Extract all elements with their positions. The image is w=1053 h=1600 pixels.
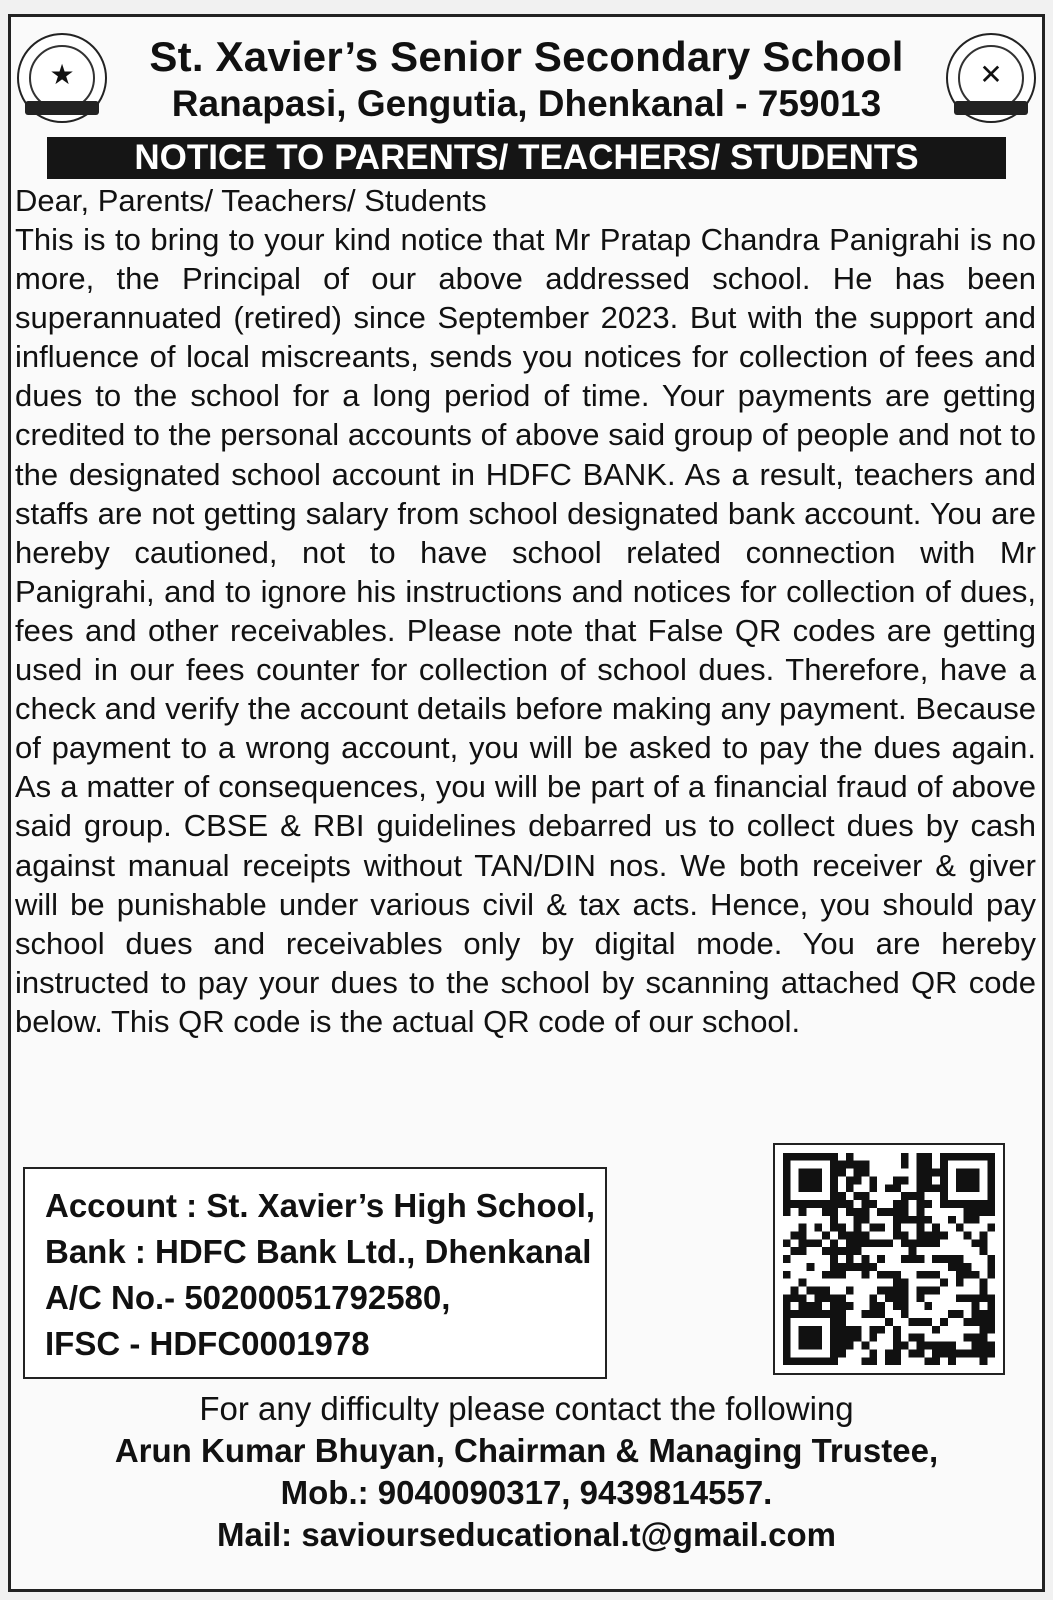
notice-frame bbox=[8, 14, 1045, 1592]
salutation: Dear, Parents/ Teachers/ Students bbox=[15, 183, 487, 218]
school-name: St. Xavier’s Senior Secondary School bbox=[149, 33, 904, 80]
account-name: Account : St. Xavier’s High School, bbox=[45, 1187, 596, 1224]
account-details-box bbox=[23, 1167, 607, 1379]
contact-email: Mail: saviourseducational.t@gmail.com bbox=[217, 1516, 836, 1553]
contact-name: Arun Kumar Bhuyan, Chairman & Managing Trustee, bbox=[114, 1432, 939, 1469]
notice-body: This is to bring to your kind notice that Mr Pratap Chandra Panigrahi is no more, the Principal of our above addressed school. He has been superannuated (retired) since September 2023. But with the support and influence of local miscreants, sends you notices for collection of fees and dues to the school for a long period of time. Your payments are getting credited to the personal accounts of above said group of people and not to the designated school account in HDFC BANK. As a result, teachers and staffs are not getting salary from school designated bank account. You are hereby cautioned, not to have school related connection with Mr Panigrahi, and to ignore his instructions and notices for collection of dues, fees and other receivables. Please note that False QR codes are getting used in our fees counter for collection of school dues. Therefore, have a check and verify the account details before making any payment. Because of payment to a wrong account, you will be asked to pay the dues again. As a matter of consequences, you will be part of a financial fraud of above said group. CBSE & RBI guidelines debarred us to collect dues by cash against manual receipts without TAN/DIN nos. We both receiver & giver will be punishable under various civil & tax acts. Hence, you should pay school dues and receivables only by digital mode. You are hereby instructed to pay your dues to the school by scanning attached QR code below. This QR code is the actual QR code of our school. bbox=[15, 222, 1036, 1039]
cbse-emblem-icon: ★ bbox=[17, 33, 107, 123]
ifsc-code: IFSC - HDFC0001978 bbox=[45, 1325, 370, 1362]
notice-header bbox=[11, 23, 1042, 133]
qr-code-icon[interactable] bbox=[773, 1143, 1005, 1375]
qr-code-graphic bbox=[775, 1145, 1003, 1373]
notice-title: NOTICE TO PARENTS/ TEACHERS/ STUDENTS bbox=[47, 137, 1006, 179]
contact-intro: For any difficulty please contact the following bbox=[199, 1390, 854, 1427]
contact-mobile: Mob.: 9040090317, 9439814557. bbox=[280, 1474, 773, 1511]
school-address: Ranapasi, Gengutia, Dhenkanal - 759013 bbox=[171, 83, 882, 124]
school-crest-icon: ✕ bbox=[946, 33, 1036, 123]
bank-name: Bank : HDFC Bank Ltd., Dhenkanal bbox=[45, 1233, 592, 1270]
account-number: A/C No.- 50200051792580, bbox=[45, 1279, 451, 1316]
